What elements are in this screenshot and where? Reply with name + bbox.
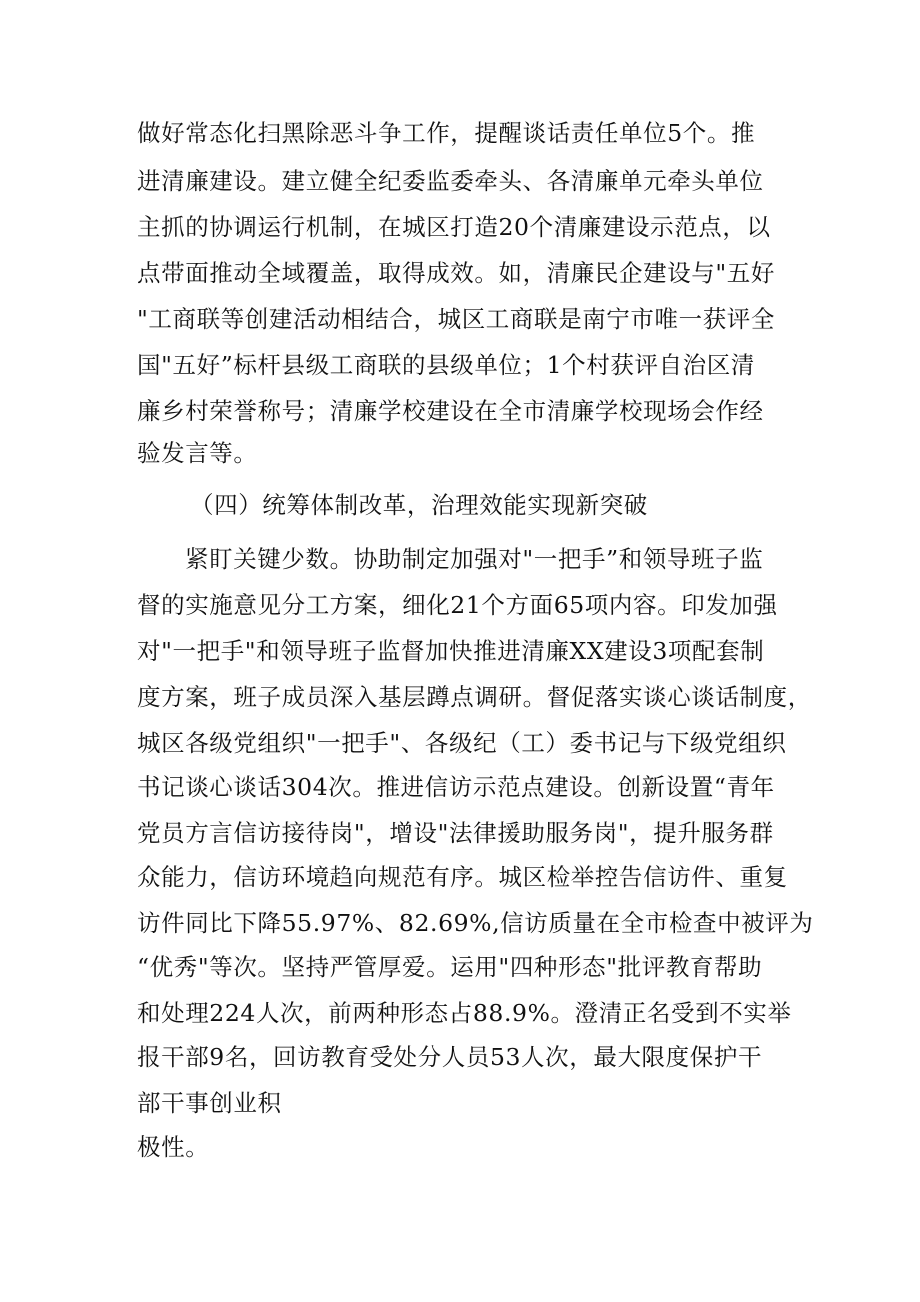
body-text-line: 城区各级党组织"一把手"、各级纪（工）委书记与下级党组织 xyxy=(137,729,787,757)
body-text-line: "工商联等创建活动相结合，城区工商联是南宁市唯一获评全 xyxy=(137,305,776,333)
body-text-line: 点带面推动全域覆盖，取得成效。如，清廉民企建设与"五好 xyxy=(137,259,776,287)
body-text-line: 对"一把手"和领导班子监督加快推进清廉XX建设3项配套制 xyxy=(137,637,765,665)
body-text-line: 和处理224人次，前两种形态占88.9%。澄清正名受到不实举 xyxy=(137,999,792,1027)
body-text-line: 国"五好”标杆县级工商联的县级单位；1个村获评自治区清 xyxy=(137,351,755,379)
body-text-line: 极性。 xyxy=(137,1133,210,1161)
section-heading: （四）统筹体制改革，治理效能实现新突破 xyxy=(190,491,648,519)
body-text-line: 书记谈心谈话304次。推进信访示范点建设。创新设置“青年 xyxy=(137,773,775,801)
body-text-line: 紧盯关键少数。协助制定加强对"一把手”和领导班子监 xyxy=(185,545,764,573)
body-text-line: “优秀"等次。坚持严管厚爱。运用"四种形态"批评教育帮助 xyxy=(137,953,763,981)
body-text-line: 度方案，班子成员深入基层蹲点调研。督促落实谈心谈话制度， xyxy=(137,683,812,711)
body-text-line: 做好常态化扫黑除恶斗争工作，提醒谈话责任单位5个。推 xyxy=(137,119,756,147)
body-text-line: 党员方言信访接待岗"，增设"法律援助服务岗"，提升服务群 xyxy=(137,819,774,847)
body-text-line: 督的实施意见分工方案，细化21个方面65项内容。印发加强 xyxy=(137,591,778,619)
body-text-line: 报干部9名，回访教育受处分人员53人次，最大限度保护干 xyxy=(137,1043,763,1071)
body-text-line: 部干事创业积 xyxy=(137,1089,282,1117)
body-text-line: 验发言等。 xyxy=(137,439,258,467)
body-text-line: 廉乡村荣誉称号；清廉学校建设在全市清廉学校现场会作经 xyxy=(137,397,764,425)
body-text-line: 访件同比下降55.97%、82.69%,信访质量在全市检查中被评为 xyxy=(137,909,814,937)
body-text-line: 众能力，信访环境趋向规范有序。城区检举控告信访件、重复 xyxy=(137,863,788,891)
body-text-line: 进清廉建设。建立健全纪委监委牵头、各清廉单元牵头单位 xyxy=(137,167,764,195)
body-text-line: 主抓的协调运行机制，在城区打造20个清廉建设示范点，以 xyxy=(137,213,771,241)
